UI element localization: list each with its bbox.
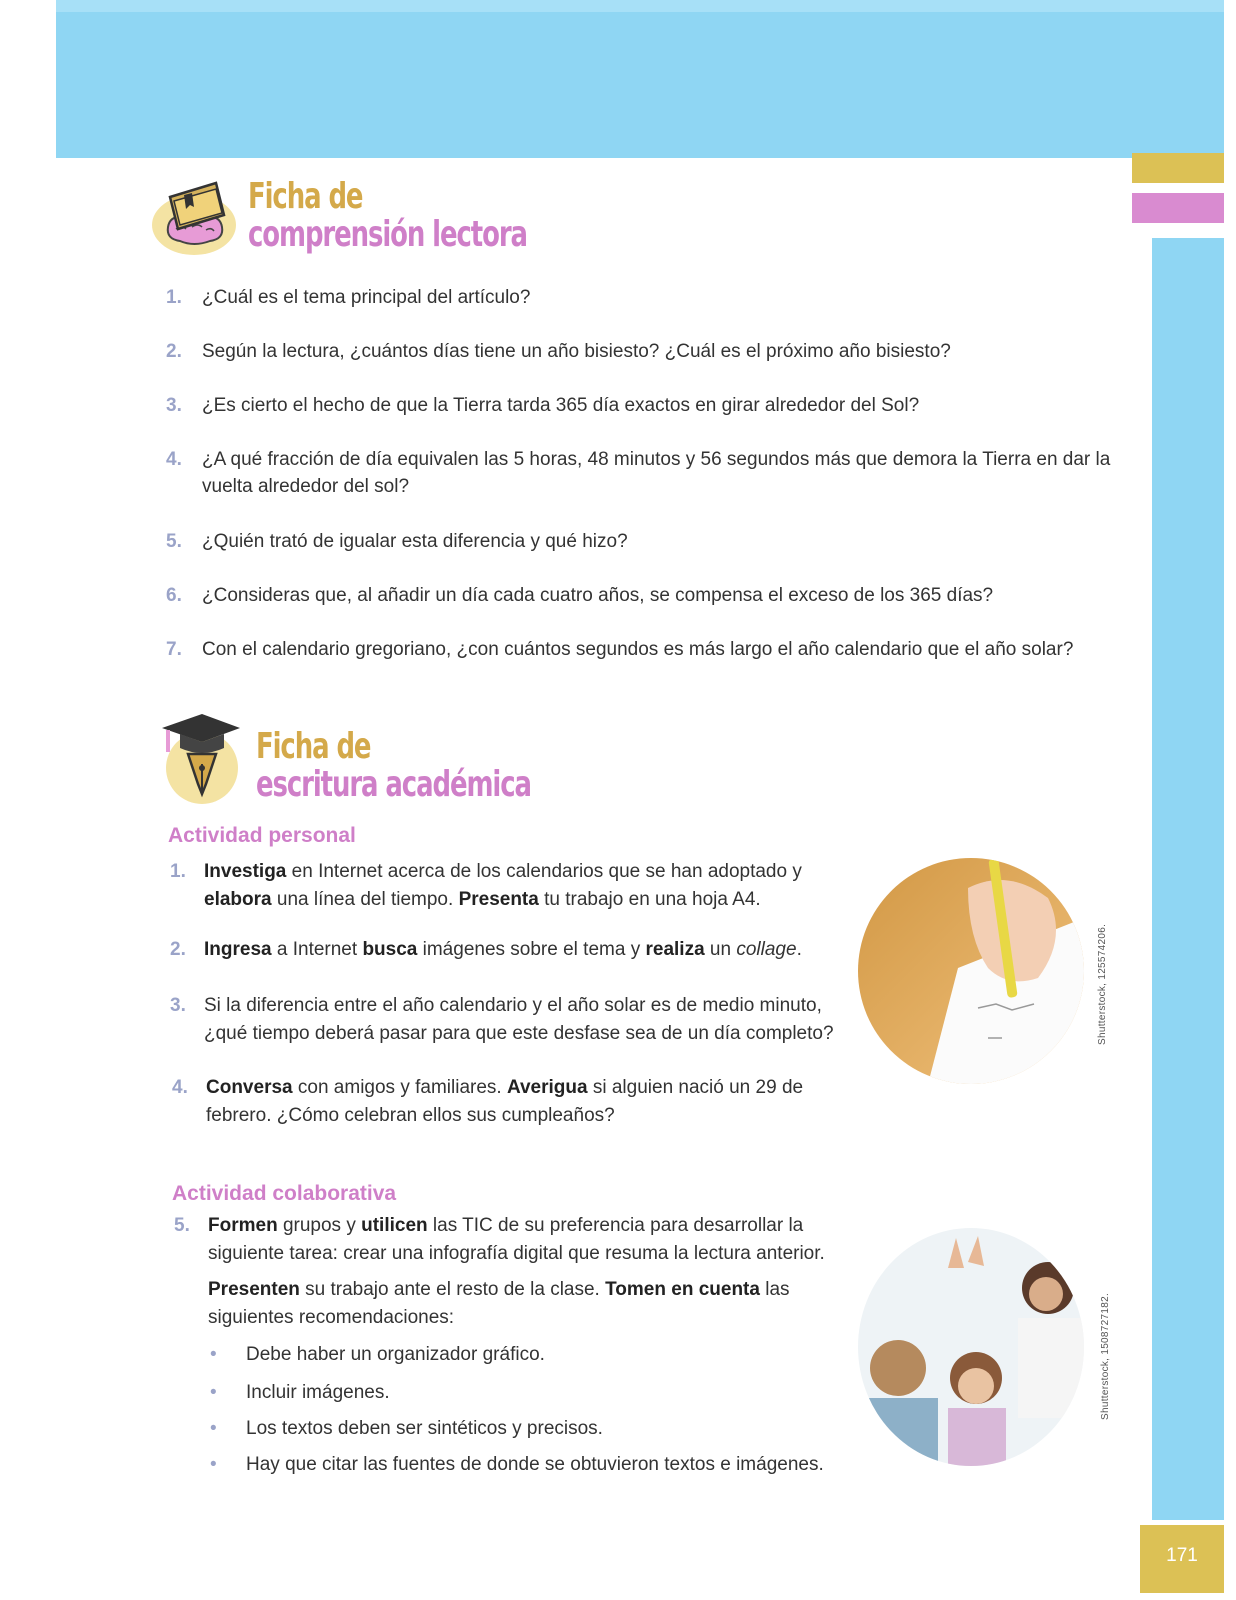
question-number: 7. xyxy=(166,639,182,660)
question-number: 3. xyxy=(166,395,182,416)
side-color-bar xyxy=(1152,238,1224,1520)
photo-credit: Shutterstock, 125574206. xyxy=(1097,923,1108,1045)
collaborative-activity-heading: Actividad colaborativa xyxy=(172,1182,397,1205)
activity-item xyxy=(174,1212,844,1268)
question-item xyxy=(166,392,1126,419)
pink-tab xyxy=(1132,193,1224,223)
title-line-1: Ficha de xyxy=(256,726,371,767)
activity-text: Investiga en Internet acerca de los calendarios que se han adoptado y elabora una línea del tiempo. Presenta tu trabajo en una hoja A4. xyxy=(204,861,802,910)
activity-number: 5. xyxy=(174,1215,190,1236)
bullet-item xyxy=(210,1452,824,1478)
question-text: ¿Quién trató de igualar esta diferencia y qué hizo? xyxy=(202,531,628,552)
question-text: Según la lectura, ¿cuántos días tiene un año bisiesto? ¿Cuál es el próximo año bisiesto? xyxy=(202,341,951,362)
bullet-item xyxy=(210,1416,603,1442)
title-line-2: comprensión lectora xyxy=(248,213,527,255)
activity-number: 3. xyxy=(170,995,186,1016)
activity-text: Si la diferencia entre el año calendario y el año solar es de medio minuto, ¿qué tiempo deberá pasar para que este desfase sea de un día completo? xyxy=(204,995,834,1044)
question-text: ¿Cuál es el tema principal del artículo? xyxy=(202,287,531,308)
question-text: ¿Es cierto el hecho de que la Tierra tarda 365 día exactos en girar alrededor del Sol? xyxy=(202,395,920,416)
bullet-text: Los textos deben ser sintéticos y precisos. xyxy=(246,1418,603,1439)
activity-text: Formen grupos y utilicen las TIC de su preferencia para desarrollar la siguiente tarea: crear una infografía digital que resuma la lectura anterior. xyxy=(208,1215,825,1264)
question-item xyxy=(166,446,1126,500)
bullet-text: Incluir imágenes. xyxy=(246,1382,390,1403)
writing-hand-photo xyxy=(858,858,1084,1084)
yellow-tab xyxy=(1132,153,1224,183)
question-item xyxy=(166,636,1126,663)
activity-item xyxy=(170,936,840,964)
question-item xyxy=(166,528,1126,555)
photo-credit: Shutterstock, 1508727182. xyxy=(1100,1292,1111,1420)
page-number-box xyxy=(1140,1525,1224,1593)
activity-text: Ingresa a Internet busca imágenes sobre el tema y realiza un collage. xyxy=(204,939,802,960)
question-number: 1. xyxy=(166,287,182,308)
question-number: 4. xyxy=(166,449,182,470)
question-item xyxy=(166,582,1126,609)
graduation-pen-icon xyxy=(158,708,242,804)
bullet-text: Debe haber un organizador gráfico. xyxy=(246,1344,545,1365)
title-line-2: escritura académica xyxy=(256,763,531,805)
bullet-item xyxy=(210,1380,390,1406)
top-color-band xyxy=(56,0,1224,158)
personal-activity-heading: Actividad personal xyxy=(168,824,356,847)
high-five-kids-photo xyxy=(858,1228,1084,1466)
activity-number: 1. xyxy=(170,861,186,882)
activity-paragraph xyxy=(174,1276,844,1332)
question-number: 2. xyxy=(166,341,182,362)
question-text: Con el calendario gregoriano, ¿con cuántos segundos es más largo el año calendario que el año solar? xyxy=(202,639,1074,660)
bullet-text: Hay que citar las fuentes de donde se obtuvieron textos e imágenes. xyxy=(246,1454,824,1475)
question-number: 5. xyxy=(166,531,182,552)
title-line-1: Ficha de xyxy=(248,176,363,217)
activity-item xyxy=(170,992,840,1048)
activity-number: 2. xyxy=(170,939,186,960)
activity-item xyxy=(172,1074,840,1130)
reading-comprehension-title xyxy=(248,178,635,254)
question-number: 6. xyxy=(166,585,182,606)
activity-text: Presenten su trabajo ante el resto de la clase. Tomen en cuenta las siguientes recomendaciones: xyxy=(208,1279,790,1328)
activity-item xyxy=(170,858,840,914)
question-text: ¿Consideras que, al añadir un día cada cuatro años, se compensa el exceso de los 365 días? xyxy=(202,585,994,606)
activity-number: 4. xyxy=(172,1077,188,1098)
book-brain-icon xyxy=(150,175,238,257)
question-item xyxy=(166,338,1126,365)
activity-text: Conversa con amigos y familiares. Averigua si alguien nació un 29 de febrero. ¿Cómo celebran ellos sus cumpleaños? xyxy=(206,1077,804,1126)
page-number: 171 xyxy=(1166,1545,1198,1566)
academic-writing-title xyxy=(256,728,638,804)
question-item xyxy=(166,284,1126,311)
question-text: ¿A qué fracción de día equivalen las 5 horas, 48 minutos y 56 segundos más que demora la Tierra en dar la vuelta alrededor del sol? xyxy=(202,449,1111,497)
bullet-item xyxy=(210,1342,545,1368)
